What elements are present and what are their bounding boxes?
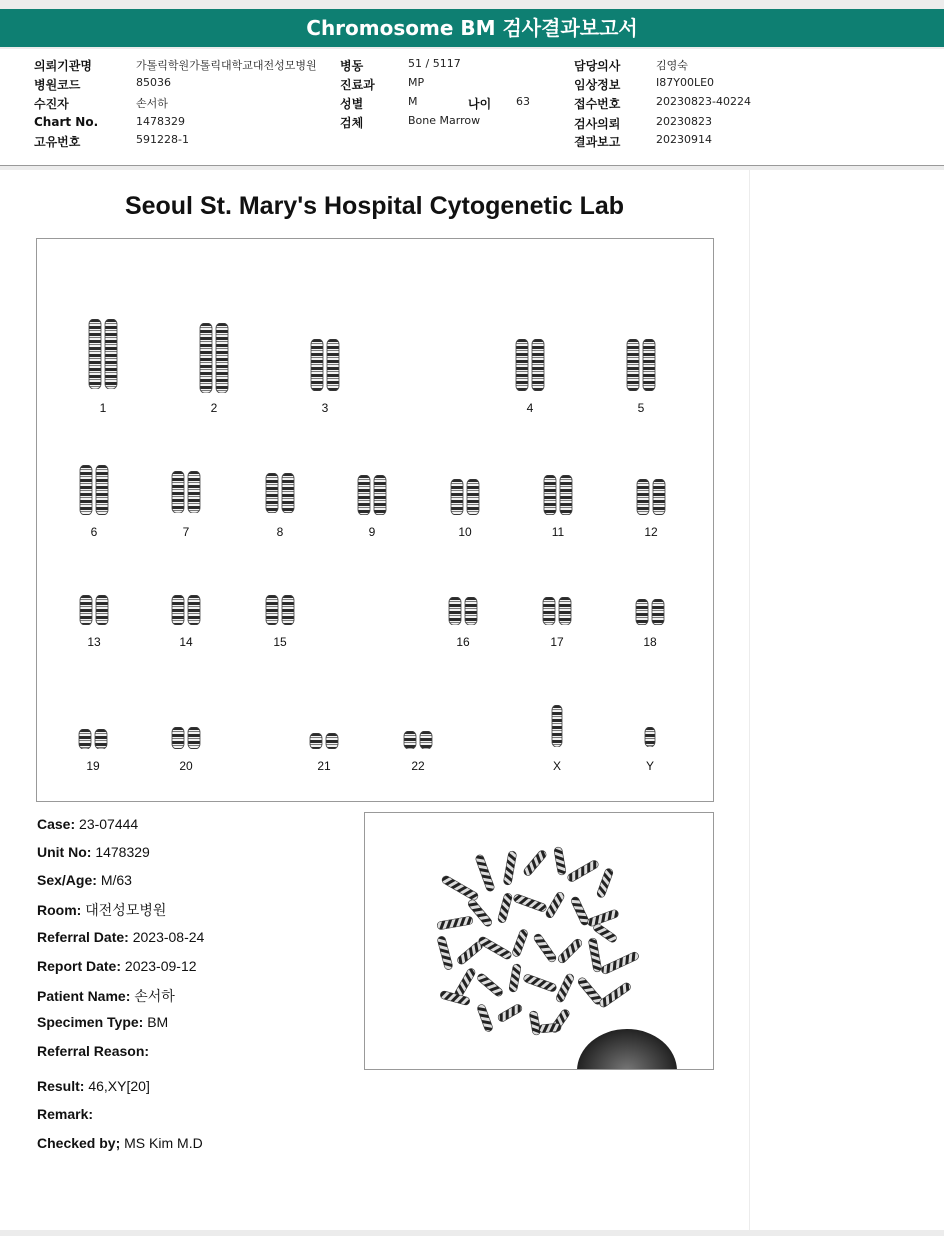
metaphase-chromosome bbox=[476, 1003, 493, 1032]
metaphase-spread bbox=[365, 813, 713, 1069]
specimen-label: 검체 bbox=[340, 116, 364, 130]
result-label: Result: bbox=[37, 1078, 85, 1094]
result-value: 46,XY[20] bbox=[88, 1078, 150, 1094]
chromosome-label-6: 6 bbox=[90, 525, 98, 539]
chromosome-label-y: Y bbox=[645, 759, 654, 773]
interphase-nucleus bbox=[577, 1029, 677, 1069]
chromatid bbox=[216, 323, 228, 393]
chromosome-label-1: 1 bbox=[99, 401, 107, 415]
chromatid bbox=[188, 727, 200, 749]
chromosome-label-7: 7 bbox=[182, 525, 190, 539]
chromosome-label-3: 3 bbox=[321, 401, 329, 415]
chromosome-label-17: 17 bbox=[550, 635, 564, 649]
chromosome-19 bbox=[78, 729, 108, 749]
specimen-type-value: BM bbox=[147, 1014, 169, 1030]
chromosome-3 bbox=[310, 339, 340, 391]
report-date-field bbox=[37, 958, 197, 974]
chromatid bbox=[532, 339, 544, 391]
metaphase-chromosome bbox=[437, 916, 474, 930]
metaphase-chromosome bbox=[456, 940, 484, 965]
unique-value: 591228-1 bbox=[136, 133, 189, 146]
chromatid bbox=[374, 475, 386, 515]
chromosome-8 bbox=[265, 473, 295, 513]
checked-value: MS Kim M.D bbox=[124, 1135, 203, 1151]
room-value: 대전성모병원 bbox=[85, 902, 167, 918]
chromosome-12 bbox=[636, 479, 666, 515]
chromosome-label-12: 12 bbox=[644, 525, 658, 539]
chromatid bbox=[645, 727, 655, 747]
referral-date-label: Referral Date: bbox=[37, 929, 129, 945]
patient-label: 수진자 bbox=[34, 97, 69, 111]
metaphase-chromosome bbox=[513, 893, 548, 912]
hospcode-value: 85036 bbox=[136, 76, 171, 89]
chromatid bbox=[311, 339, 323, 391]
request-label: 검사의뢰 bbox=[574, 117, 621, 131]
sexage-value: M/63 bbox=[100, 872, 132, 888]
chromatid bbox=[559, 597, 571, 625]
report-date-label: Report Date: bbox=[37, 958, 122, 974]
lab-title: Seoul St. Mary's Hospital Cytogenetic Lab bbox=[124, 192, 625, 220]
chromosome-17 bbox=[542, 597, 572, 625]
chromatid bbox=[552, 705, 562, 747]
chromatid bbox=[560, 475, 572, 515]
metaphase-chromosome bbox=[522, 849, 547, 877]
report-banner: Chromosome BM 검사결과보고서 bbox=[0, 9, 944, 47]
chromatid bbox=[188, 471, 200, 513]
metaphase-chromosome bbox=[598, 981, 632, 1008]
chromosome-13 bbox=[79, 595, 109, 625]
chromatid bbox=[282, 595, 294, 625]
chromosome-label-22: 22 bbox=[411, 759, 425, 773]
chromatid bbox=[636, 599, 648, 625]
chromosome-label-21: 21 bbox=[317, 759, 331, 773]
chromosome-6 bbox=[79, 465, 109, 515]
unit-value: 1478329 bbox=[95, 844, 150, 860]
result-date-label: 결과보고 bbox=[574, 135, 621, 149]
chromosome-9 bbox=[357, 475, 387, 515]
metaphase-chromosome bbox=[523, 973, 558, 992]
chart-value: 1478329 bbox=[136, 115, 185, 128]
chromosome-label-2: 2 bbox=[210, 401, 218, 415]
hospital-value: 가톨릭학원가톨릭대학교대전성모병원 bbox=[136, 59, 317, 72]
chromatid bbox=[653, 479, 665, 515]
chromatid bbox=[643, 339, 655, 391]
chromatid bbox=[543, 597, 555, 625]
metaphase-chromosome bbox=[497, 892, 512, 923]
chromatid bbox=[80, 465, 92, 515]
dept-value: MP bbox=[408, 76, 425, 89]
case-label: Case: bbox=[37, 816, 76, 832]
metaphase-chromosome bbox=[529, 1010, 541, 1035]
chromosome-15 bbox=[265, 595, 295, 625]
chromosome-22 bbox=[403, 731, 433, 749]
sex-label: 성별 bbox=[340, 97, 364, 111]
room-field bbox=[37, 900, 166, 920]
patient-info-header bbox=[0, 49, 944, 166]
metaphase-chromosome bbox=[545, 891, 566, 919]
specimen-type-label: Specimen Type: bbox=[37, 1014, 144, 1030]
chromosome-1 bbox=[88, 319, 118, 389]
chromatid bbox=[266, 595, 278, 625]
result-date-value: 20230914 bbox=[656, 133, 712, 146]
chromatid bbox=[188, 595, 200, 625]
chromosome-label-15: 15 bbox=[273, 635, 287, 649]
chromosome-21 bbox=[309, 733, 339, 749]
chromatid bbox=[200, 323, 212, 393]
result-field bbox=[37, 1078, 150, 1094]
doctor-value: 김영숙 bbox=[656, 59, 688, 72]
karyogram-panel bbox=[36, 238, 714, 802]
chromatid bbox=[96, 465, 108, 515]
doctor-label: 담당의사 bbox=[574, 59, 621, 73]
patient-name-field bbox=[37, 986, 175, 1006]
dept-label: 진료과 bbox=[340, 78, 375, 92]
chromosome-label-19: 19 bbox=[86, 759, 100, 773]
metaphase-chromosome bbox=[577, 976, 604, 1006]
metaphase-chromosome bbox=[475, 854, 496, 892]
chromatid bbox=[79, 729, 91, 749]
chromosome-label-11: 11 bbox=[551, 525, 565, 539]
unit-field bbox=[37, 844, 150, 860]
referral-date-field bbox=[37, 929, 204, 945]
chromosome-14 bbox=[171, 595, 201, 625]
chromosome-2 bbox=[199, 323, 229, 393]
clinical-label: 임상정보 bbox=[574, 78, 621, 92]
chromatid bbox=[95, 729, 107, 749]
chromosome-10 bbox=[450, 479, 480, 515]
referral-reason-field bbox=[37, 1043, 149, 1059]
case-value: 23-07444 bbox=[79, 816, 139, 832]
chromosome-y bbox=[644, 727, 656, 747]
ward-label: 병동 bbox=[340, 59, 364, 73]
checked-label: Checked by; bbox=[37, 1135, 121, 1151]
hospital-label: 의뢰기관명 bbox=[34, 59, 92, 73]
chromatid bbox=[327, 339, 339, 391]
chromatid bbox=[467, 479, 479, 515]
report-date-value: 2023-09-12 bbox=[124, 958, 197, 974]
metaphase-chromosome bbox=[476, 972, 504, 997]
chromatid bbox=[326, 733, 338, 749]
remark-field bbox=[37, 1106, 93, 1122]
metaphase-chromosome bbox=[588, 938, 602, 973]
patient-name-value: 손서하 bbox=[134, 988, 175, 1004]
patient-value: 손서하 bbox=[136, 97, 168, 110]
unique-label: 고유번호 bbox=[34, 135, 81, 149]
metaphase-chromosome bbox=[497, 1003, 524, 1023]
chromatid bbox=[172, 595, 184, 625]
metaphase-chromosome bbox=[554, 847, 567, 876]
right-pane bbox=[750, 170, 944, 1230]
hospcode-label: 병원코드 bbox=[34, 78, 81, 92]
patient-name-label: Patient Name: bbox=[37, 988, 131, 1004]
chromatid bbox=[358, 475, 370, 515]
age-value: 63 bbox=[516, 95, 530, 108]
metaphase-chromosome bbox=[557, 938, 584, 965]
metaphase-chromosome bbox=[511, 928, 528, 957]
metaphase-chromosome bbox=[600, 951, 640, 975]
metaphase-chromosome bbox=[555, 973, 575, 1004]
chromatid bbox=[627, 339, 639, 391]
age-label: 나이 bbox=[468, 97, 492, 111]
metaphase-chromosome bbox=[570, 896, 590, 927]
specimen-type-field bbox=[37, 1014, 168, 1030]
metaphase-chromosome bbox=[596, 868, 614, 899]
chromatid bbox=[637, 479, 649, 515]
request-value: 20230823 bbox=[656, 115, 712, 128]
chromatid bbox=[266, 473, 278, 513]
unit-label: Unit No: bbox=[37, 844, 92, 860]
metaphase-chromosome bbox=[566, 859, 599, 883]
room-label: Room: bbox=[37, 902, 82, 918]
metaphase-chromosome bbox=[477, 936, 512, 961]
chromosome-label-18: 18 bbox=[643, 635, 657, 649]
chromosome-label-5: 5 bbox=[637, 401, 645, 415]
chromatid bbox=[652, 599, 664, 625]
remark-label: Remark: bbox=[37, 1106, 94, 1122]
chromosome-label-x: X bbox=[552, 759, 561, 773]
metaphase-chromosome bbox=[539, 1023, 562, 1033]
chromatid bbox=[89, 319, 101, 389]
chromatid bbox=[172, 727, 184, 749]
chromosome-label-13: 13 bbox=[87, 635, 101, 649]
metaphase-chromosome bbox=[509, 964, 522, 993]
chromatid bbox=[544, 475, 556, 515]
referral-reason-label: Referral Reason: bbox=[37, 1043, 150, 1059]
clinical-value: I87Y00LE0 bbox=[656, 76, 715, 89]
metaphase-chromosome bbox=[437, 936, 454, 971]
chromatid bbox=[172, 471, 184, 513]
accession-value: 20230823-40224 bbox=[656, 95, 751, 108]
chromatid bbox=[404, 731, 416, 749]
chromosome-label-14: 14 bbox=[179, 635, 193, 649]
chromatid bbox=[420, 731, 432, 749]
chromosome-11 bbox=[543, 475, 573, 515]
checked-by-field bbox=[37, 1135, 203, 1151]
chromosome-label-8: 8 bbox=[276, 525, 284, 539]
chromatid bbox=[80, 595, 92, 625]
chromatid bbox=[449, 597, 461, 625]
chromatid bbox=[516, 339, 528, 391]
sexage-field bbox=[37, 872, 132, 888]
chromatid bbox=[465, 597, 477, 625]
chromosome-4 bbox=[515, 339, 545, 391]
chromatid bbox=[282, 473, 294, 513]
specimen-value: Bone Marrow bbox=[408, 114, 481, 127]
referral-date-value: 2023-08-24 bbox=[132, 929, 205, 945]
chromatid bbox=[105, 319, 117, 389]
chromosome-label-4: 4 bbox=[526, 401, 534, 415]
sex-value: M bbox=[408, 95, 418, 108]
chromatid bbox=[451, 479, 463, 515]
metaphase-chromosome bbox=[503, 851, 517, 886]
ward-value: 51 / 5117 bbox=[408, 57, 461, 70]
chromosome-5 bbox=[626, 339, 656, 391]
metaphase-chromosome bbox=[441, 875, 480, 902]
chromosome-label-9: 9 bbox=[368, 525, 376, 539]
chromosome-18 bbox=[635, 599, 665, 625]
accession-label: 접수번호 bbox=[574, 97, 621, 111]
metaphase-image bbox=[364, 812, 714, 1070]
metaphase-chromosome bbox=[587, 909, 620, 927]
chromosome-x bbox=[551, 705, 563, 747]
chromatid bbox=[310, 733, 322, 749]
chromosome-20 bbox=[171, 727, 201, 749]
chromosome-label-10: 10 bbox=[458, 525, 472, 539]
chromosome-7 bbox=[171, 471, 201, 513]
metaphase-chromosome bbox=[533, 933, 558, 964]
chromosome-label-20: 20 bbox=[179, 759, 193, 773]
chromatid bbox=[96, 595, 108, 625]
case-field bbox=[37, 816, 138, 832]
chart-label: Chart No. bbox=[34, 115, 99, 129]
chromosome-16 bbox=[448, 597, 478, 625]
sexage-label: Sex/Age: bbox=[37, 872, 97, 888]
chromosome-label-16: 16 bbox=[456, 635, 470, 649]
